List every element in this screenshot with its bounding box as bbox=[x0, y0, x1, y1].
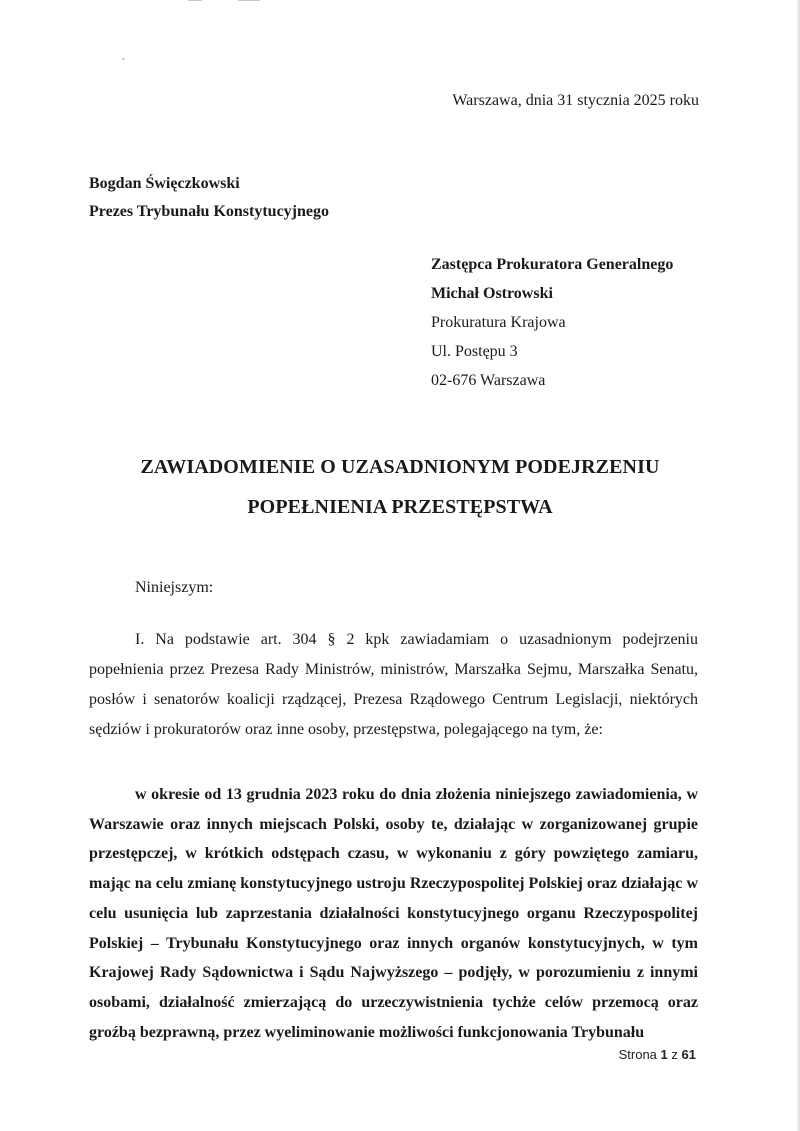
intro-text: Niniejszym: bbox=[135, 579, 214, 596]
paragraph-2 bbox=[89, 780, 698, 1047]
page-number-separator: z bbox=[671, 1047, 678, 1062]
title-line-1: ZAWIADOMIENIE O UZASADNIONYM PODEJRZENIU bbox=[140, 456, 660, 478]
paragraph-1 bbox=[89, 625, 698, 745]
recipient-role: Zastępca Prokuratora Generalnego bbox=[431, 256, 674, 273]
scan-speck bbox=[238, 0, 260, 1]
page-number-label: Strona bbox=[618, 1047, 657, 1062]
sender-name: Bogdan Święczkowski bbox=[89, 175, 240, 192]
paragraph-1-text: I. Na podstawie art. 304 § 2 kpk zawiadamiam o uzasadnionym podejrzeniu popełnienia przez Prezesa Rady Ministrów, ministrów, Marszałka Sejmu, Marszałka Senatu, posłów i senatorów koalicji rządzącej, Prezesa Rządowego Centrum Legislacji, niektórych sędziów i prokuratorów oraz inne osoby, przestępstwa, polegającego na tym, że: bbox=[89, 631, 698, 738]
recipient-name: Michał Ostrowski bbox=[431, 285, 553, 302]
recipient-street: Ul. Postępu 3 bbox=[431, 343, 518, 360]
scan-speck bbox=[188, 0, 202, 1]
page-number-total: 61 bbox=[681, 1047, 696, 1062]
date-line: Warszawa, dnia 31 stycznia 2025 roku bbox=[452, 92, 699, 109]
sender-block bbox=[89, 170, 329, 226]
page-number bbox=[619, 1047, 696, 1062]
page-number-current: 1 bbox=[660, 1047, 668, 1062]
recipient-block bbox=[431, 250, 673, 395]
sender-title: Prezes Trybunału Konstytucyjnego bbox=[89, 203, 330, 220]
paragraph-2-text: w okresie od 13 grudnia 2023 roku do dnia złożenia niniejszego zawiadomienia, w Warszawie oraz innych miejscach Polski, osoby te, działając w zorganizowanej grupie przestępczej, w krótkich odstępach czasu, w wykonaniu z góry powziętego zamiaru, mając na celu zmianę konstytucyjnego ustroju Rzeczypospolitej Polskiej oraz działając w celu usunięcia lub zaprzestania działalności konstytucyjnego organu Rzeczypospolitej Polskiej – Trybunału Konstytucyjnego oraz innych organów konstytucyjnych, w tym Krajowej Rady Sądownictwa i Sądu Najwyższego – podjęły, w porozumieniu z innymi osobami, działalność zmierzającą do urzeczywistnienia tychże celów przemocą oraz groźbą bezprawną, przez wyeliminowanie możliwości funkcjonowania Trybunału bbox=[89, 786, 698, 1041]
title-line-2: POPEŁNIENIA PRZESTĘPSTWA bbox=[247, 496, 553, 518]
recipient-city: 02-676 Warszawa bbox=[431, 372, 546, 389]
document-title bbox=[60, 447, 740, 527]
recipient-institution: Prokuratura Krajowa bbox=[431, 314, 566, 331]
scan-speck bbox=[122, 58, 125, 60]
